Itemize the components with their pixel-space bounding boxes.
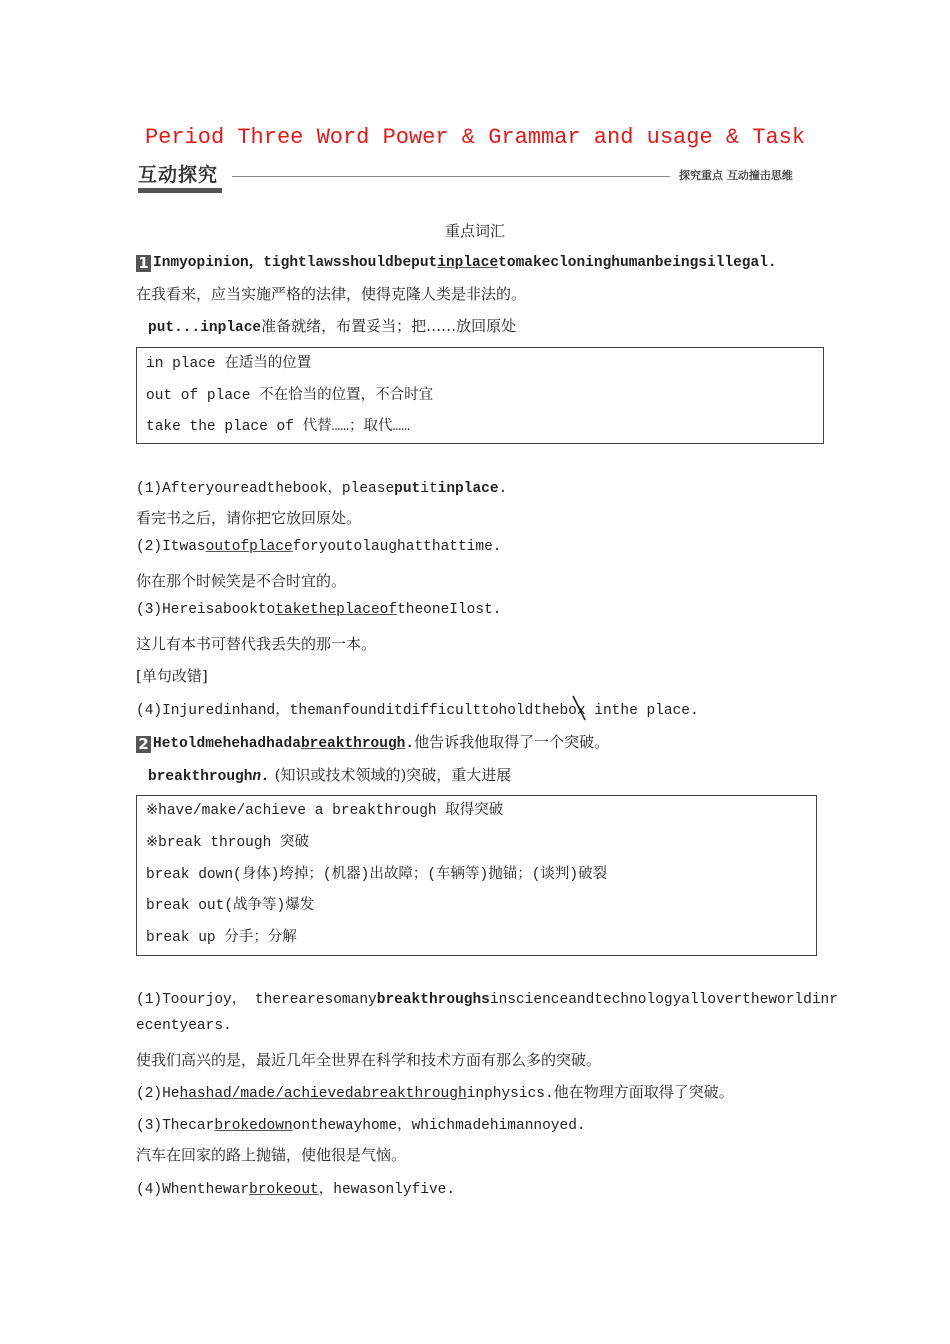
item2-example-2: (2)Hehashad/made/achievedabreakthroughinphysics.他在物理方面取得了突破。 [136,1083,734,1102]
box-row: take the place of 代替……；取代…… [146,419,410,435]
item1-example-1: (1)Afteryoureadthebook，pleaseputitinplace. [136,481,508,497]
section-banner-title: 互动探究 [138,164,219,186]
item-number-badge: 2 [136,736,151,753]
box-row: out of place 不在恰当的位置，不合时宜 [146,388,434,404]
item2-sentence: 2 Hetoldmehehadhadabreakthrough.他告诉我他取得了一个突破。 [136,731,609,753]
box-row: break up 分手；分解 [146,930,297,946]
item1-translation: 在我看来，应当实施严格的法律，使得克隆人类是非法的。 [136,285,527,303]
box-row: ※have/make/achieve a breakthrough 取得突破 [146,803,504,819]
item1-example-2: (2)Itwasoutofplaceforyoutolaughatthattime. [136,539,502,555]
box-row: ※break through 突破 [146,835,309,851]
banner-divider [232,176,670,177]
item2-example-3-translation: 汽车在回家的路上抛锚，使他很是气恼。 [136,1146,407,1164]
box-row: break down(身体)垮掉；(机器)出故障；(车辆等)抛锚；(谈判)破裂 [146,867,608,883]
item1-phrase-box [136,347,824,444]
section-banner-subtitle: 探究重点 互动撞击思维 [679,169,793,182]
item1-example-2-translation: 你在那个时候笑是不合时宜的。 [136,572,347,590]
correction-label: [单句改错] [136,667,208,685]
item2-example-1-translation: 使我们高兴的是，最近几年全世界在科学和技术方面有那么多的突破。 [136,1051,602,1069]
item1-phrase: put...inplace准备就绪，布置妥当；把……放回原处 [148,317,517,336]
item2-phrase-box [136,795,817,956]
item1-sentence: 1 Inmyopinion，tightlawsshouldbeputinplacetomakecloninghumanbeingsillegal. [136,250,777,272]
page-title: Period Three Word Power & Grammar and usage & Task [144,125,806,150]
correction-mark-icon [571,695,587,721]
item-number-badge: 1 [136,255,151,272]
item2-example-1-cont: ecentyears. [136,1018,232,1034]
box-row: break out(战争等)爆发 [146,898,315,914]
item2-word: breakthroughn. (知识或技术领域的)突破，重大进展 [148,766,512,785]
item1-example-4: (4)Injuredinhand，themanfounditdifficulttoholdthebox inthe place. [136,703,699,719]
item1-example-3-translation: 这儿有本书可替代我丢失的那一本。 [136,635,377,653]
item1-example-3: (3)HereisabooktotaketheplaceoftheoneIlost. [136,602,502,618]
item2-example-3: (3)Thecarbrokedownonthewayhome，whichmadehimannoyed. [136,1118,586,1134]
section-heading: 重点词汇 [444,222,505,240]
item1-example-1-translation: 看完书之后，请你把它放回原处。 [136,509,362,527]
box-row: in place 在适当的位置 [146,356,312,372]
banner-underline [138,188,222,193]
item2-example-4: (4)Whenthewarbrokeout，hewasonlyfive. [136,1182,456,1198]
item2-example-1: (1)Toourjoy， therearesomanybreakthroughsinscienceandtechnologyallovertheworldinr [136,992,838,1008]
